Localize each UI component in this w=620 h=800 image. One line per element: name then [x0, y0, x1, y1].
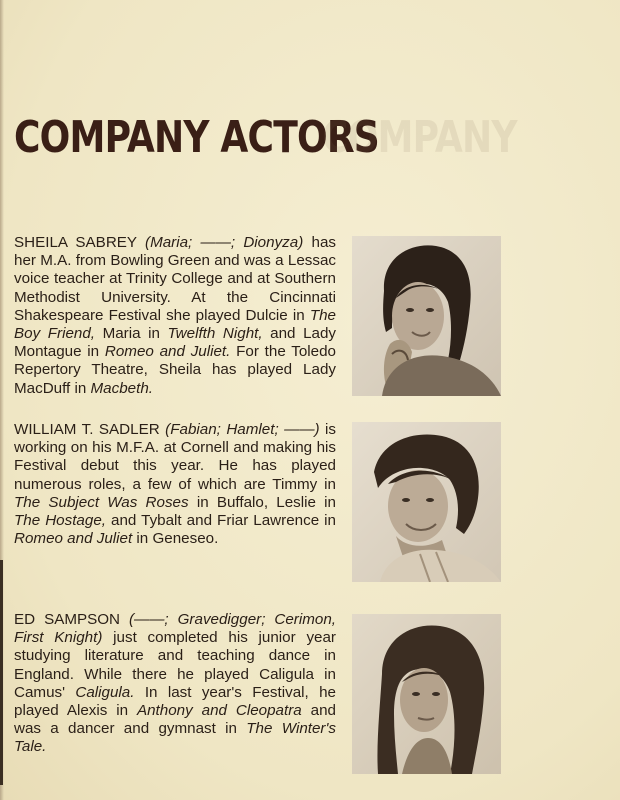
bio-text: Maria in [95, 325, 168, 343]
bio-text: in Buffalo, Leslie in [188, 493, 336, 511]
portrait-woman-image [352, 236, 501, 396]
bio-italic-text: Caligula. [75, 683, 135, 701]
bio-text: and was a dancer and gymnast in [14, 702, 336, 738]
bio-italic-text: (Fabian; Hamlet; ——) [165, 421, 320, 438]
bio-text: is working on his M.F.A. at Cornell and making his Festival debut this year. He has played numerous roles, a few of which are Timmy in [14, 421, 336, 493]
actor-photo-ed-sampson [352, 614, 501, 774]
bio-italic-text: Romeo and Juliet. [104, 343, 231, 361]
actor-photo-william-t-sadler [352, 422, 501, 582]
bio-text: just completed his junior year studying literature and teaching dance in England. While there he played Caligula in Camus' [14, 629, 336, 701]
show-through-title: COMPANY [322, 112, 517, 163]
bio-text: has her M.A. from Bowling Green and was a Lessac voice teacher at Trinity College and at Southern Methodist University. At the Cincinnati Shakespeare Festival she played Dulcie in [14, 234, 337, 324]
bio-text: SHEILA SABREY [14, 234, 146, 251]
bio-text: and Lady Montague in [14, 325, 336, 361]
actor-bio-sheila-sabrey [14, 234, 336, 398]
bio-italic-text: The Winter's Tale. [14, 720, 336, 756]
bio-italic-text: (——; Gravedigger; Cerimon, First Knight) [14, 611, 336, 647]
bio-text: and Tybalt and Friar Lawrence in [106, 512, 336, 530]
bio-italic-text: Romeo and Juliet [14, 530, 133, 548]
bio-italic-text: (Maria; ——; Dionyza) [145, 234, 304, 251]
bio-text: in Geneseo. [132, 530, 219, 548]
actor-bio-ed-sampson [14, 611, 336, 757]
bio-italic-text: Anthony and Cleopatra [136, 702, 302, 720]
bio-italic-text: The Subject Was Roses [14, 493, 189, 511]
portrait-man-image [352, 422, 501, 582]
bio-italic-text: Twelfth Night, [167, 325, 263, 343]
bio-text: For the Toledo Repertory Theatre, Sheila has played Lady MacDuff in [14, 343, 337, 397]
bio-text: WILLIAM T. SADLER [14, 421, 166, 438]
bio-italic-text: The Boy Friend, [14, 306, 336, 343]
page-title: COMPANY ACTORS [14, 112, 379, 163]
bio-italic-text: The Hostage, [14, 512, 106, 530]
binding-mark [0, 560, 3, 785]
bio-text: ED SAMPSON [14, 611, 129, 628]
actor-bio-william-t-sadler [14, 421, 336, 548]
bio-text: In last year's Festival, he played Alexis in [14, 683, 336, 720]
actor-photo-sheila-sabrey [352, 236, 501, 396]
bio-italic-text: Macbeth. [90, 379, 154, 397]
portrait-man-long-hair-image [352, 614, 501, 774]
